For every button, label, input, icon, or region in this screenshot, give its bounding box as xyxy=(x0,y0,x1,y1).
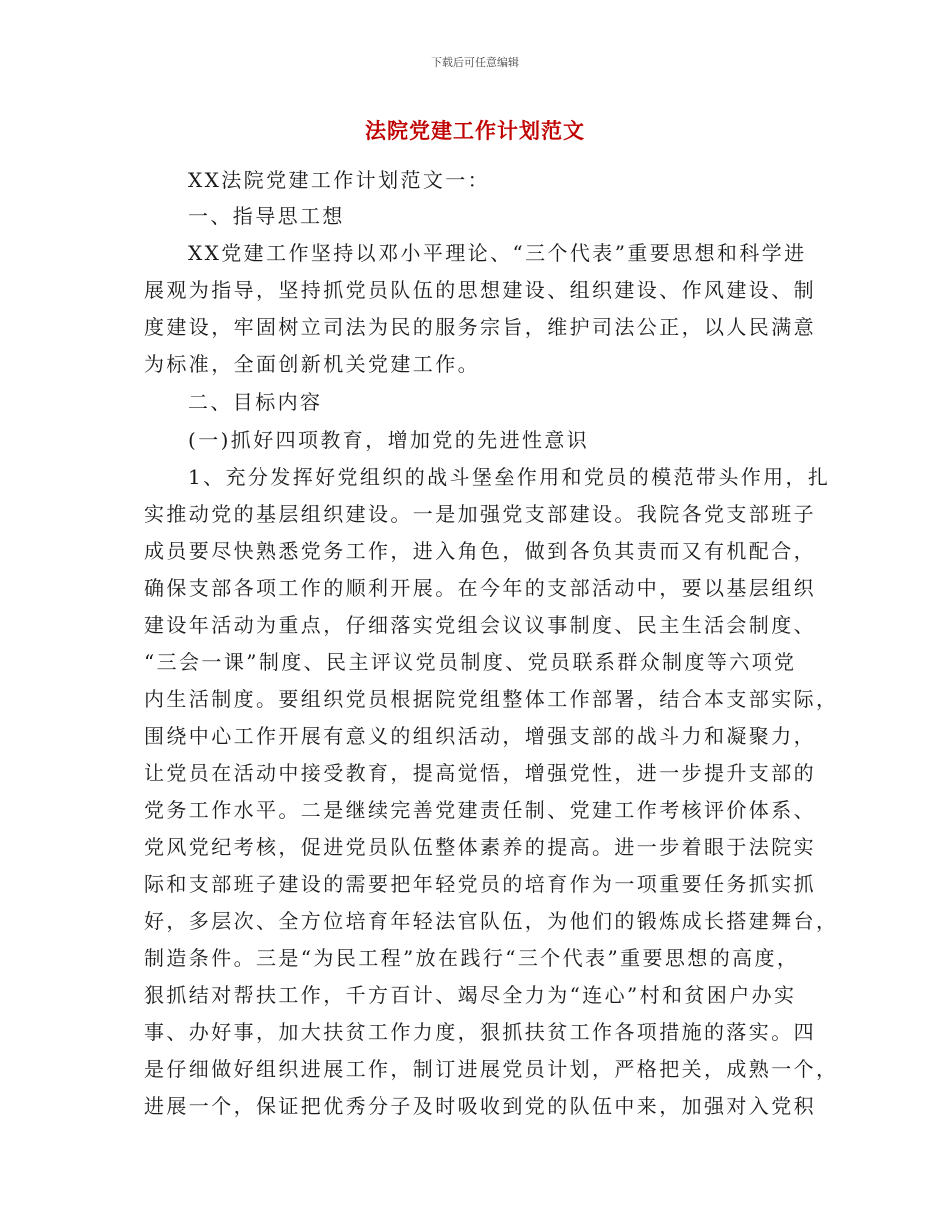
paragraph-line: 实推动党的基层组织建设。一是加强党支部建设。我院各党支部班子 xyxy=(144,502,816,526)
paragraph-line: 制造条件。三是“为民工程”放在践行“三个代表”重要思想的高度， xyxy=(144,946,800,970)
paragraph-line: 是仔细做好组织进展工作，制订进展党员计划，严格把关，成熟一个， xyxy=(144,1057,839,1081)
paragraph-line: 展观为指导，坚持抓党员队伍的思想建设、组织建设、作风建设、制 xyxy=(144,278,816,302)
header-note: 下载后可任意编辑 xyxy=(431,56,519,69)
paragraph-line: 建设年活动为重点，仔细落实党组会议议事制度、民主生活会制度、 xyxy=(144,613,816,637)
paragraph-line: “三会一课”制度、民主评议党员制度、党员联系群众制度等六项党 xyxy=(144,650,797,674)
paragraph-line: 度建设，牢固树立司法为民的服务宗旨，维护司法公正，以人民满意 xyxy=(144,315,816,339)
paragraph-line: XX党建工作坚持以邓小平理论、“三个代表”重要思想和科学进 xyxy=(188,241,807,265)
paragraph-line: XX法院党建工作计划范文一： xyxy=(188,168,491,192)
paragraph-line: 围绕中心工作开展有意义的组织活动，增强支部的战斗力和凝聚力， xyxy=(144,724,816,748)
paragraph-line: 1、充分发挥好党组织的战斗堡垒作用和党员的模范带头作用，扎 xyxy=(188,465,831,489)
subsection-heading: (一)抓好四项教育，增加党的先进性意识 xyxy=(188,428,590,452)
paragraph-line: 好，多层次、全方位培育年轻法官队伍，为他们的锻炼成长搭建舞台， xyxy=(144,909,839,933)
paragraph-line: 成员要尽快熟悉党务工作，进入角色，做到各负其责而又有机配合， xyxy=(144,539,816,563)
paragraph-line: 际和支部班子建设的需要把年轻党员的培育作为一项重要任务抓实抓 xyxy=(144,872,816,896)
paragraph-line: 让党员在活动中接受教育，提高觉悟，增强党性，进一步提升支部的 xyxy=(144,761,816,785)
paragraph-line: 内生活制度。要组织党员根据院党组整体工作部署，结合本支部实际， xyxy=(144,687,839,711)
section-heading: 一、指导思工想 xyxy=(188,204,345,228)
paragraph-line: 事、办好事，加大扶贫工作力度，狠抓扶贫工作各项措施的落实。四 xyxy=(144,1020,816,1044)
document-title: 法院党建工作计划范文 xyxy=(365,118,585,143)
section-heading: 二、目标内容 xyxy=(188,390,323,414)
paragraph-line: 确保支部各项工作的顺利开展。在今年的支部活动中，要以基层组织 xyxy=(144,576,816,600)
paragraph-line: 为标准，全面创新机关党建工作。 xyxy=(144,352,480,376)
paragraph-line: 狠抓结对帮扶工作，千方百计、竭尽全力为“连心”村和贫困户办实 xyxy=(144,983,797,1007)
paragraph-line: 进展一个，保证把优秀分子及时吸收到党的队伍中来，加强对入党积 xyxy=(144,1094,816,1118)
paragraph-line: 党风党纪考核，促进党员队伍整体素养的提高。进一步着眼于法院实 xyxy=(144,835,816,859)
paragraph-line: 党务工作水平。二是继续完善党建责任制、党建工作考核评价体系、 xyxy=(144,798,816,822)
